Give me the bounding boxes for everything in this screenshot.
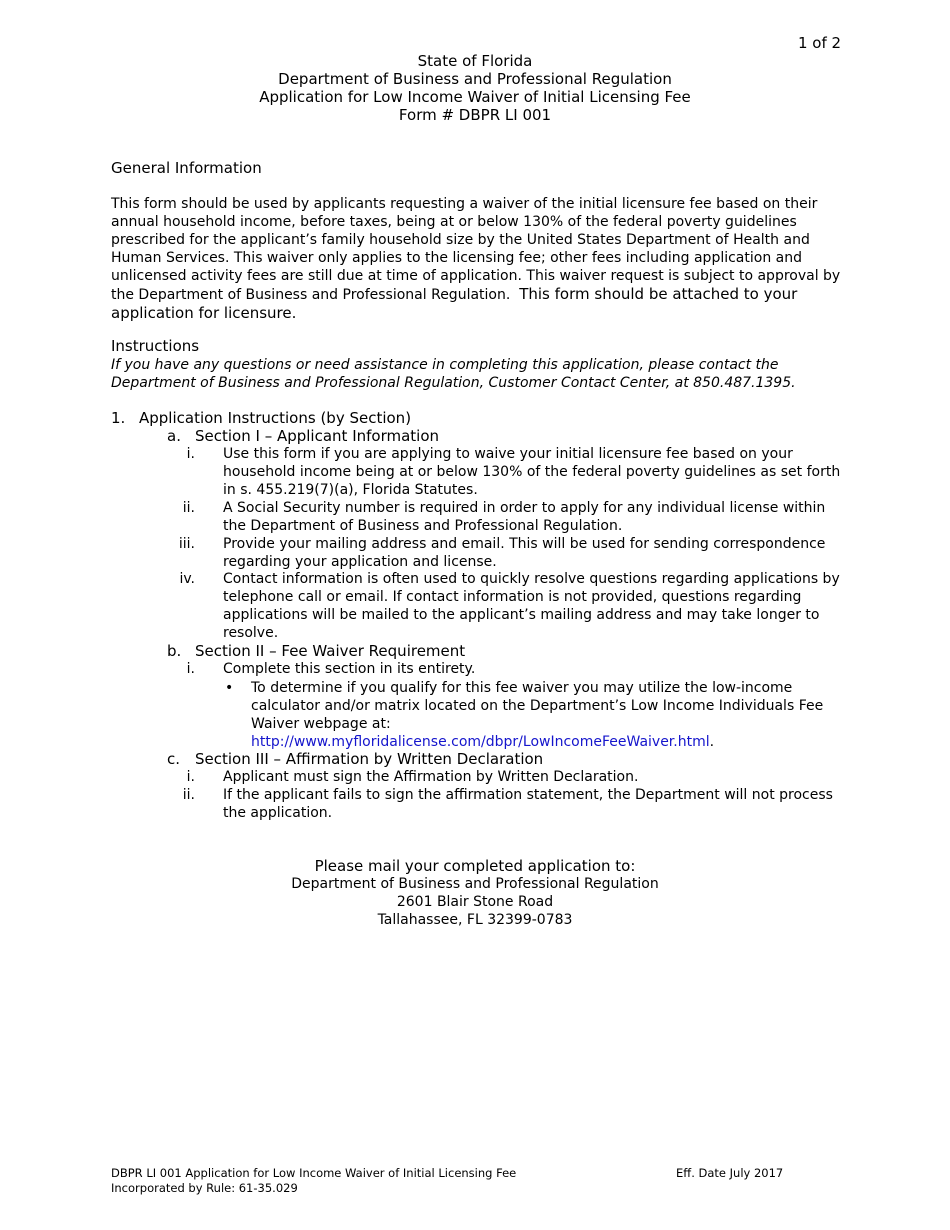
item-text: Applicant must sign the Affirmation by Written Declaration.: [223, 769, 639, 785]
item-number: ii.: [182, 787, 195, 803]
footer-eff-date: Eff. Date July 2017: [676, 1166, 784, 1180]
link-period: .: [709, 734, 715, 750]
bullet-icon: •: [225, 680, 234, 696]
item-text: Provide your mailing address and email. This will be used for sending correspondence regarding your application and license.: [223, 536, 826, 570]
item-number: i.: [186, 661, 195, 677]
item-number: i.: [186, 446, 195, 462]
section-title: Section III – Affirmation by Written Declaration: [195, 750, 544, 768]
header-department: Department of Business and Professional Regulation: [278, 70, 672, 88]
item-text: Contact information is often used to quickly resolve questions regarding applications by telephone call or email. If contact information is not provided, questions regarding applications will be mailed to the applicant’s mailing address and may take longer to resolve.: [223, 571, 840, 641]
bullet-text: To determine if you qualify for this fee waiver you may utilize the low-income calculator and/or matrix located on the Department’s Low Income Individuals Fee Waiver webpage at:: [251, 680, 824, 732]
page-number: 1 of 2: [798, 34, 842, 52]
section-letter: a.: [167, 427, 181, 445]
section-title: Section I – Applicant Information: [195, 427, 440, 445]
instructions-heading: Instructions: [111, 337, 200, 355]
section-letter: c.: [167, 750, 181, 768]
mail-street: 2601 Blair Stone Road: [396, 894, 554, 910]
footer-form-title: DBPR LI 001 Application for Low Income Waiver of Initial Licensing Fee: [111, 1166, 517, 1180]
item-number: i.: [186, 769, 195, 785]
mailing-address-block: [0, 857, 950, 929]
general-body-emphasis: This form should be attached to your application for licensure.: [111, 285, 798, 322]
item-number: iv.: [179, 571, 195, 587]
header-form-number: Form # DBPR LI 001: [398, 106, 552, 124]
list-title: Application Instructions (by Section): [139, 409, 412, 427]
bullet-text-block: [251, 679, 841, 751]
item-text: If the applicant fails to sign the affirmation statement, the Department will not process the application.: [223, 787, 833, 821]
item-text: Use this form if you are applying to waive your initial licensure fee based on your household income being at or below 130% of the federal poverty guidelines as set forth in s. 455.219(7)(a), Florida Statutes.: [223, 446, 841, 498]
header-state: State of Florida: [417, 52, 533, 70]
mail-city: Tallahassee, FL 32399-0783: [377, 912, 573, 928]
document-header: [0, 52, 950, 124]
list-number: 1.: [111, 409, 126, 427]
general-information-heading: General Information: [111, 159, 262, 177]
general-information-paragraph: [111, 195, 851, 323]
footer-rule: Incorporated by Rule: 61-35.029: [111, 1181, 298, 1195]
item-number: iii.: [178, 536, 195, 552]
section-title: Section II – Fee Waiver Requirement: [195, 642, 466, 660]
item-text: Complete this section in its entirety.: [223, 661, 476, 677]
item-number: ii.: [182, 500, 195, 516]
item-text: A Social Security number is required in order to apply for any individual license within the Department of Business and Professional Regulation.: [223, 500, 826, 534]
header-application-title: Application for Low Income Waiver of Initial Licensing Fee: [259, 88, 691, 106]
section-letter: b.: [167, 642, 182, 660]
general-body-text: This form should be used by applicants requesting a waiver of the initial licensure fee based on their annual household income, before taxes, being at or below 130% of the federal poverty guidelines prescribed for the applicant’s family household size by the United States Department of Health and Human Services. This waiver only applies to the licensing fee; other fees including application and unlicensed activity fees are still due at time of application. This waiver request is subject to approval by the Department of Business and Professional Regulation.: [111, 196, 841, 303]
mail-department: Department of Business and Professional Regulation: [291, 876, 659, 892]
mail-heading: Please mail your completed application to:: [314, 857, 636, 875]
contact-note: If you have any questions or need assistance in completing this application, please contact the Department of Business and Professional Regulation, Customer Contact Center, at 850.487.1395.: [111, 357, 796, 391]
footer-left: [111, 1166, 516, 1196]
fee-waiver-link[interactable]: http://www.myfloridalicense.com/dbpr/LowIncomeFeeWaiver.html: [251, 734, 710, 750]
